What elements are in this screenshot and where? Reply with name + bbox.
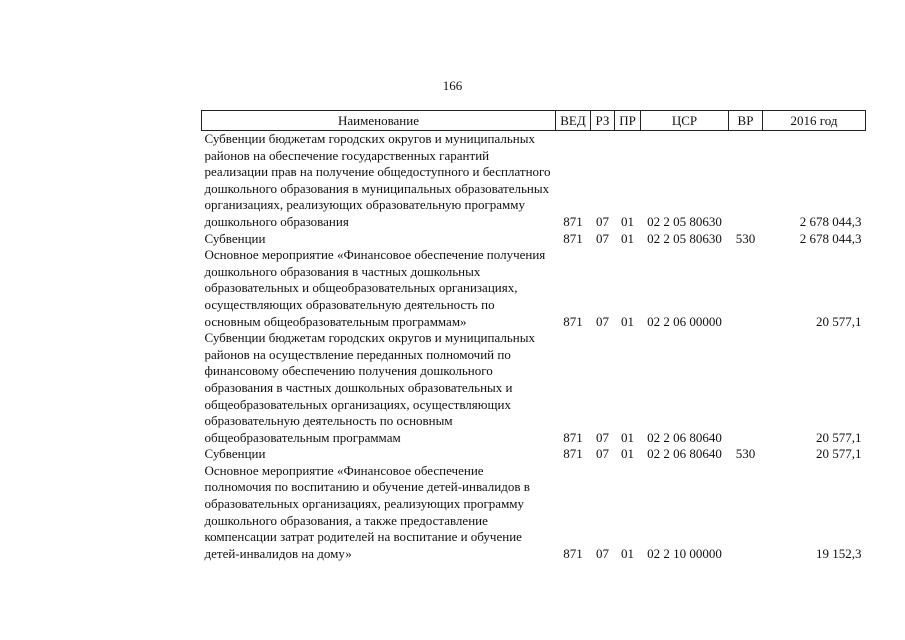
row-name: Субвенции xyxy=(204,230,266,246)
row-ved: 871 xyxy=(563,545,583,561)
header-ved: ВЕД xyxy=(556,111,591,131)
row-amount: 19 152,3 xyxy=(816,545,862,561)
row-pr: 01 xyxy=(621,213,634,229)
table-row xyxy=(202,463,866,563)
header-pr: ПР xyxy=(615,111,641,131)
row-pr: 01 xyxy=(621,545,634,561)
row-rz: 07 xyxy=(596,545,609,561)
row-name: Основное мероприятие «Финансовое обеспечение получения дошкольного образования в частных дошкольных образовательных и общеобразовательных организациях, осуществляющих образовательную деятельность по основным общеобразовательным программам» xyxy=(204,247,546,329)
row-amount: 20 577,1 xyxy=(816,446,862,462)
header-csr: ЦСР xyxy=(641,111,729,131)
header-amount: 2016 год xyxy=(763,111,866,131)
row-rz: 07 xyxy=(596,230,609,246)
page-number: 166 xyxy=(442,78,463,93)
row-csr: 02 2 06 00000 xyxy=(647,313,722,329)
row-pr: 01 xyxy=(621,313,634,329)
row-rz: 07 xyxy=(596,313,609,329)
budget-table xyxy=(201,110,866,562)
row-vr xyxy=(729,330,763,446)
row-rz: 07 xyxy=(596,429,609,445)
row-vr xyxy=(729,463,763,563)
row-csr: 02 2 06 80640 xyxy=(647,429,722,445)
header-rz: РЗ xyxy=(591,111,615,131)
row-vr: 530 xyxy=(735,446,756,462)
table-row xyxy=(202,231,866,248)
row-ved: 871 xyxy=(563,429,583,445)
row-ved: 871 xyxy=(563,446,583,462)
row-amount: 2 678 044,3 xyxy=(799,213,862,229)
row-amount: 20 577,1 xyxy=(816,429,862,445)
table-row xyxy=(202,330,866,446)
row-name: Основное мероприятие «Финансовое обеспечение полномочия по воспитанию и обучение детей-инвалидов в образовательных организациях, реализующих программу дошкольного образования, а также предоставление компенсации затрат родителей на воспитание и обучение детей-инвалидов на дому» xyxy=(204,462,530,561)
row-csr: 02 2 05 80630 xyxy=(647,213,722,229)
row-ved: 871 xyxy=(563,230,583,246)
row-amount: 20 577,1 xyxy=(816,313,862,329)
row-vr: 530 xyxy=(735,230,756,246)
row-ved: 871 xyxy=(563,213,583,229)
table-row xyxy=(202,131,866,231)
row-csr: 02 2 10 00000 xyxy=(647,545,722,561)
row-pr: 01 xyxy=(621,429,634,445)
row-csr: 02 2 05 80630 xyxy=(647,230,722,246)
row-csr: 02 2 06 80640 xyxy=(647,446,722,462)
row-pr: 01 xyxy=(621,230,634,246)
header-name: Наименование xyxy=(202,111,556,131)
table-header-row xyxy=(202,111,866,131)
row-vr xyxy=(729,247,763,330)
row-rz: 07 xyxy=(596,213,609,229)
table-row xyxy=(202,247,866,330)
row-name: Субвенции бюджетам городских округов и муниципальных районов на осуществление переданных полномочий по финансовому обеспечению получения дошкольного образования в частных дошкольных образовательных и общеобразовательных организациях, осуществляющих образовательную деятельность по основным общеобразовательным программам xyxy=(204,330,535,445)
row-pr: 01 xyxy=(621,446,634,462)
row-ved: 871 xyxy=(563,313,583,329)
row-rz: 07 xyxy=(596,446,609,462)
row-vr xyxy=(729,131,763,231)
table-row xyxy=(202,446,866,463)
row-amount: 2 678 044,3 xyxy=(799,230,862,246)
row-name: Субвенции xyxy=(204,446,266,462)
row-name: Субвенции бюджетам городских округов и муниципальных районов на обеспечение государственных гарантий реализации прав на получение общедоступного и бесплатного дошкольного образования в муниципальных образовательных организациях, реализующих образовательную программу дошкольного образования xyxy=(204,131,551,229)
header-vr: ВР xyxy=(729,111,763,131)
